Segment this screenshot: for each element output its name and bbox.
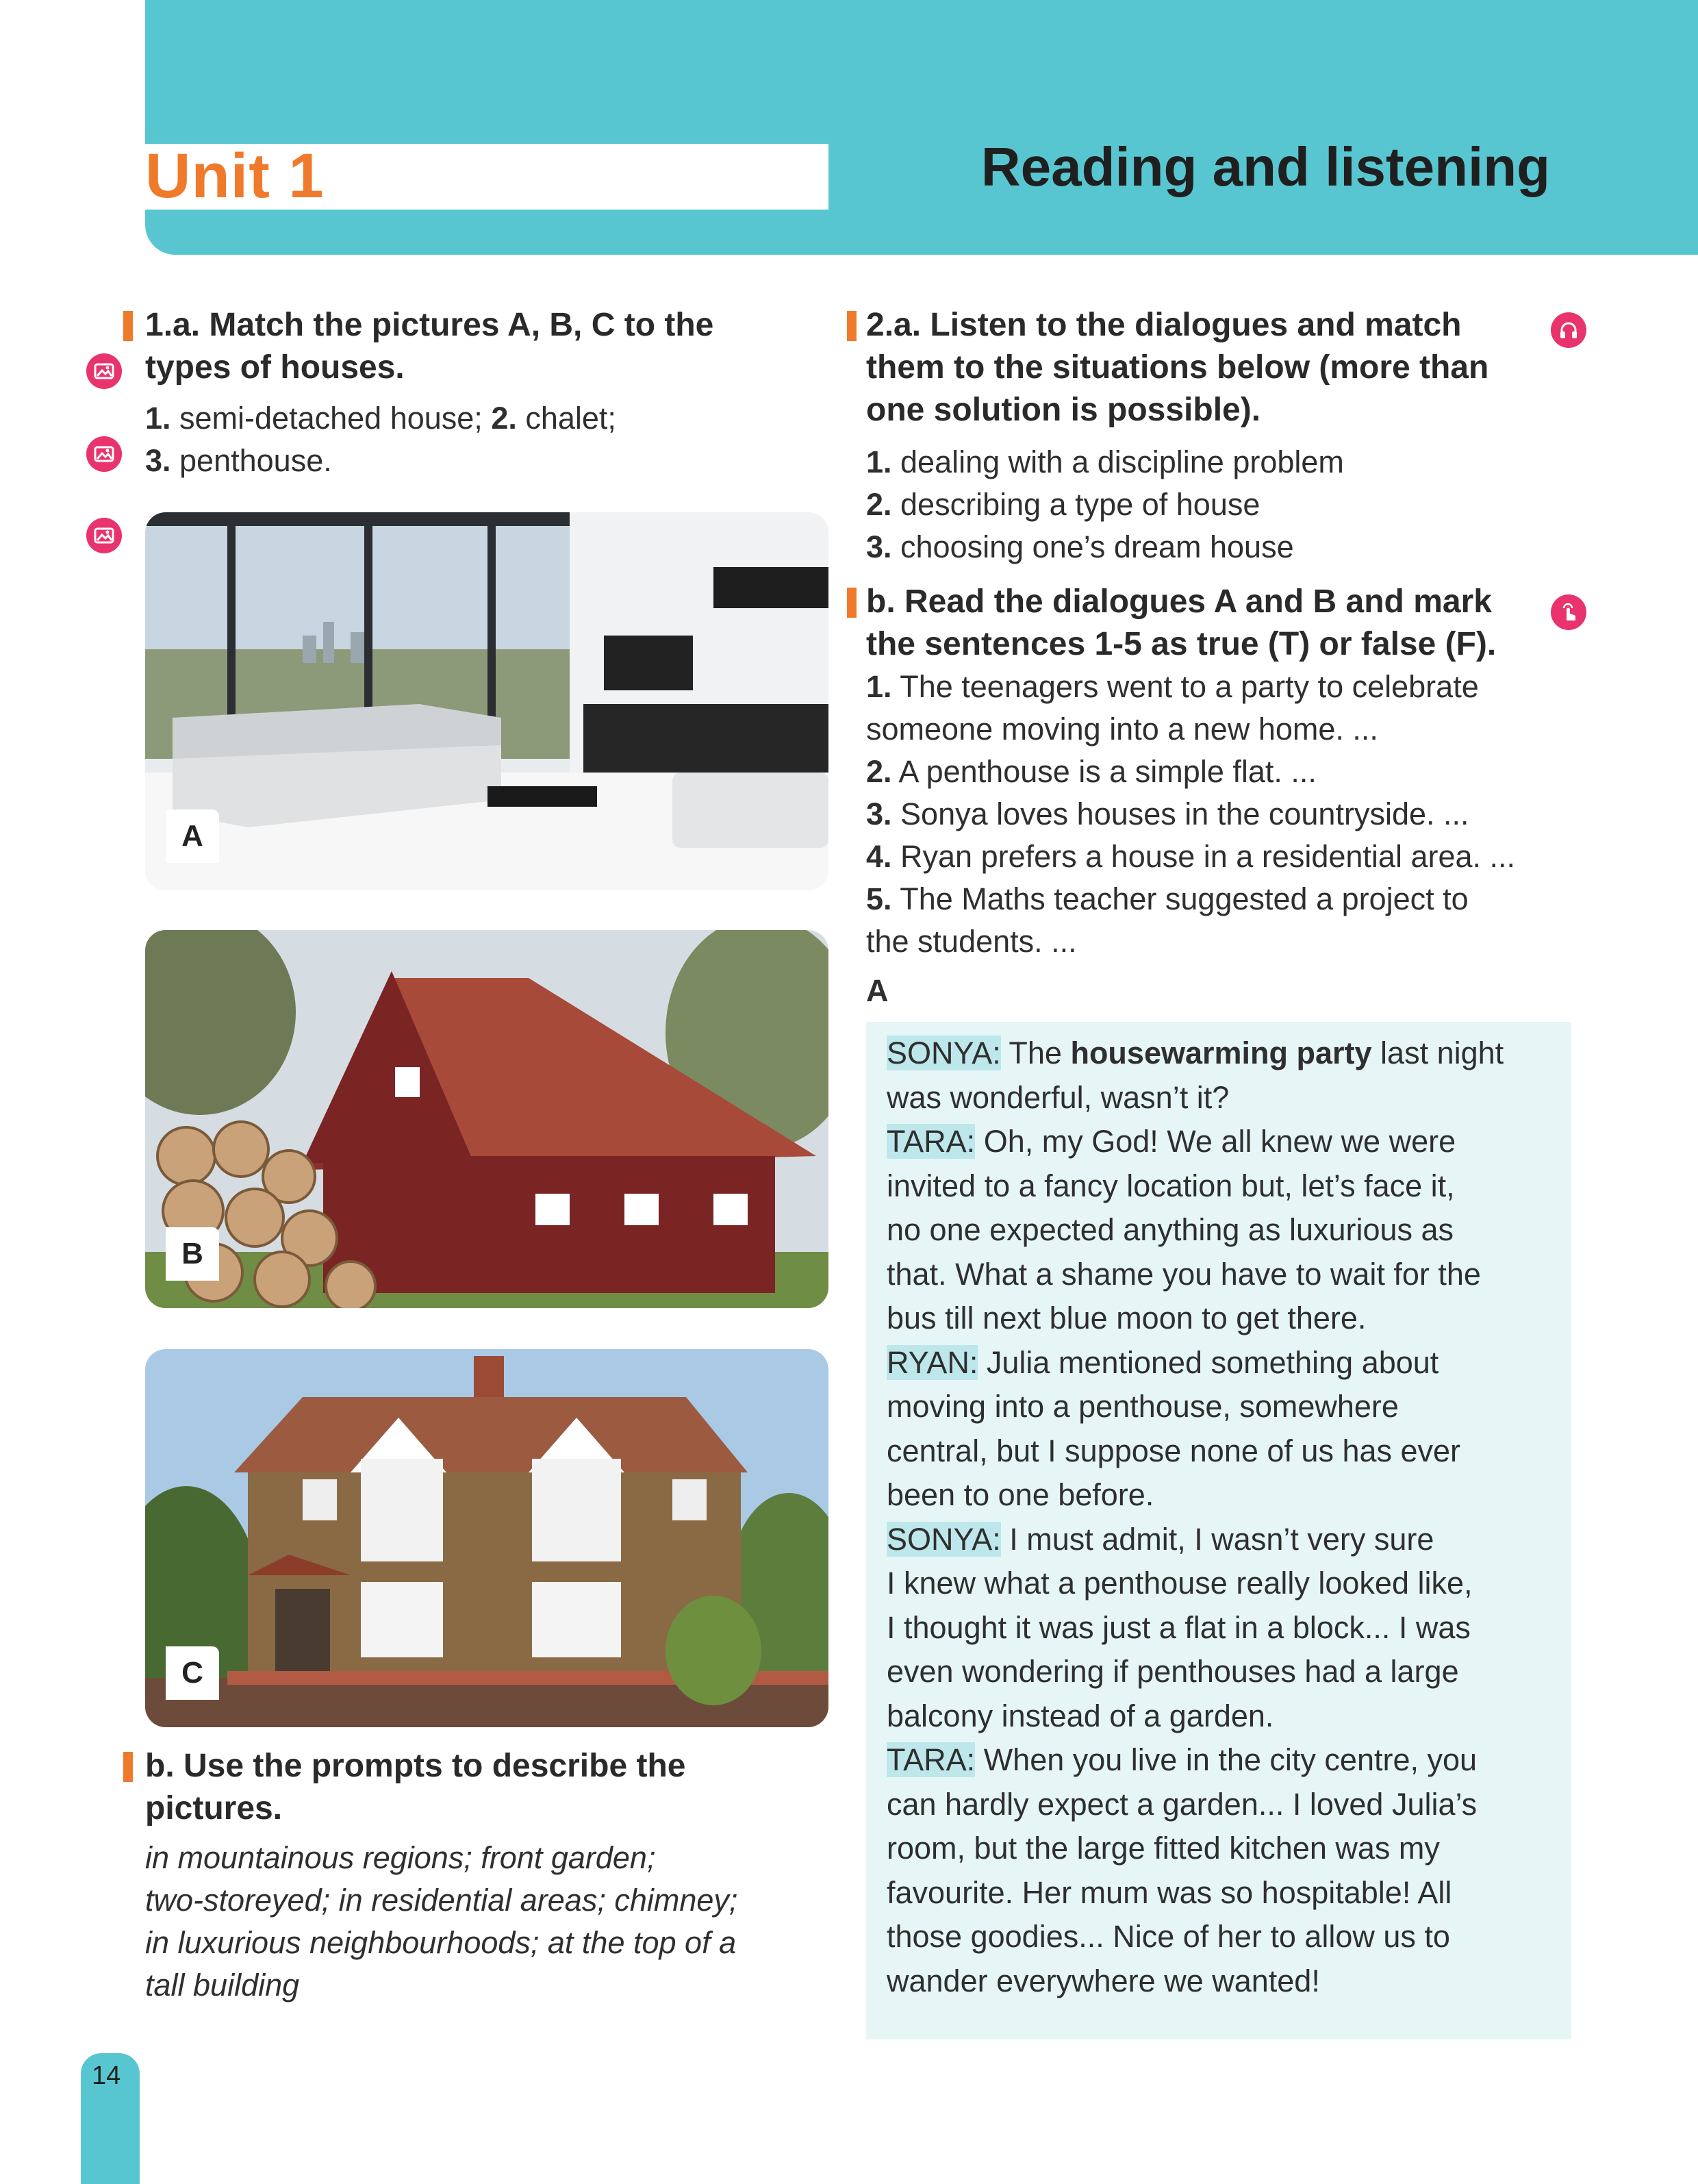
ex2b-sentence: 5. The Maths teacher suggested a project to xyxy=(866,881,1469,916)
ex2a-title-line: 2.a. Listen to the dialogues and match xyxy=(866,307,1462,343)
ex2b-title-line: the sentences 1-5 as true (T) or false (F). xyxy=(866,626,1497,662)
dialogue-text-segment: moving into a penthouse, somewhere xyxy=(887,1389,1399,1424)
dialogue-line xyxy=(887,1959,1320,2003)
ex2a-item: 2. describing a type of house xyxy=(866,487,1260,522)
dialogue-text-segment: I thought it was just a flat in a block... I was xyxy=(887,1609,1471,1645)
dialogue-line xyxy=(887,1253,1481,1296)
dialogue-line xyxy=(887,1738,1477,1782)
page-number: 14 xyxy=(92,2061,121,2090)
item-number: 3. xyxy=(145,443,171,478)
dialogue-text-segment: can hardly expect a garden... I loved Julia’s xyxy=(887,1786,1478,1822)
highlight-phrase: housewarming party xyxy=(1070,1035,1372,1070)
dialogue-line xyxy=(887,1518,1434,1561)
heading-marker xyxy=(123,311,133,341)
photo-label: C xyxy=(166,1646,219,1700)
dialogue-label: A xyxy=(866,973,889,1008)
speaker-name: RYAN: xyxy=(887,1344,978,1380)
dialogue-line xyxy=(887,1561,1473,1605)
dialogue-line xyxy=(887,1694,1274,1738)
dialogue-text-segment: Oh, my God! We all knew we were xyxy=(975,1124,1456,1159)
unit-title: Unit 1 xyxy=(145,141,325,211)
photo-label: A xyxy=(166,809,219,863)
ex2b-sentence: the students. ... xyxy=(866,924,1077,959)
dialogue-text-segment: The xyxy=(1000,1035,1071,1070)
dialogue-text-segment: When you live in the city centre, you xyxy=(975,1742,1478,1777)
dialogue-text-segment: wander everywhere we wanted! xyxy=(887,1963,1320,1998)
ex1a-items-line1 xyxy=(145,397,616,440)
dialogue-line xyxy=(887,1296,1366,1340)
header-banner xyxy=(145,0,1698,255)
dialogue-text-segment: favourite. Her mum was so hospitable! All xyxy=(887,1874,1452,1910)
ex1b-prompt-line: in luxurious neighbourhoods; at the top of a xyxy=(145,1925,737,1960)
semi-detached-house-photo xyxy=(145,1349,828,1727)
ex2a-item: 3. choosing one’s dream house xyxy=(866,529,1294,564)
living-room-photo xyxy=(145,512,828,890)
ex1b-prompt-line: tall building xyxy=(145,1968,300,2003)
dialogue-text-segment: those goodies... Nice of her to allow us to xyxy=(887,1919,1450,1954)
speaker-name: TARA: xyxy=(887,1124,976,1159)
dialogue-line xyxy=(887,1076,1229,1120)
dialogue-line xyxy=(887,1915,1450,1959)
ex2b-sentence: someone moving into a new home. ... xyxy=(866,712,1378,746)
ex2b-title-line: b. Read the dialogues A and B and mark xyxy=(866,583,1492,620)
ex2b-sentence: 4. Ryan prefers a house in a residential area. ... xyxy=(866,839,1516,874)
picture-icon[interactable] xyxy=(86,353,122,389)
dialogue-line xyxy=(887,1783,1477,1827)
dialogue-line xyxy=(887,1341,1439,1385)
dialogue-text-segment: been to one before. xyxy=(887,1477,1154,1512)
ex1a-title-line2: types of houses. xyxy=(145,349,405,386)
heading-marker xyxy=(123,1752,133,1782)
dialogue-text-segment: I must admit, I wasn’t very sure xyxy=(1000,1521,1434,1557)
dialogue-line xyxy=(887,1429,1460,1473)
dialogue-text-segment: Julia mentioned something about xyxy=(978,1344,1439,1380)
item-number: 2. xyxy=(491,401,517,436)
item-text: penthouse. xyxy=(170,443,332,478)
dialogue-text-segment: was wonderful, wasn’t it? xyxy=(887,1079,1230,1115)
ex1a-title-line1: 1.a. Match the pictures A, B, C to the xyxy=(145,307,714,343)
dialogue-text-segment: even wondering if penthouses had a large xyxy=(887,1654,1459,1689)
ex2b-sentence: 2. A penthouse is a simple flat. ... xyxy=(866,754,1317,789)
ex1b-prompt-line: two-storeyed; in residential areas; chimney; xyxy=(145,1883,738,1918)
picture-icon[interactable] xyxy=(86,518,122,553)
dialogue-text-segment: room, but the large fitted kitchen was my xyxy=(887,1831,1440,1866)
dialogue-line xyxy=(887,1871,1452,1915)
ex2a-item: 1. dealing with a discipline problem xyxy=(866,444,1344,479)
ex1b-title-line2: pictures. xyxy=(145,1790,283,1827)
photo-label: B xyxy=(166,1227,219,1281)
ex1b-prompt-line: in mountainous regions; front garden; xyxy=(145,1840,656,1875)
dialogue-line xyxy=(887,1208,1454,1252)
speaker-name: SONYA: xyxy=(887,1521,1001,1557)
ex2b-sentence: 1. The teenagers went to a party to celebrate xyxy=(866,669,1479,704)
dialogue-line xyxy=(887,1031,1504,1075)
ex2a-title-line: them to the situations below (more than xyxy=(866,349,1489,386)
dialogue-text-segment: central, but I suppose none of us has ever xyxy=(887,1433,1461,1468)
item-number: 1. xyxy=(145,401,171,436)
ex1b-title-line1: b. Use the prompts to describe the xyxy=(145,1748,686,1784)
dialogue-text-segment: balcony instead of a garden. xyxy=(887,1698,1274,1733)
ex2b-sentence: 3. Sonya loves houses in the countryside. ... xyxy=(866,796,1469,831)
item-text: chalet; xyxy=(516,401,616,436)
dialogue-line xyxy=(887,1120,1456,1164)
dialogue-text-segment: that. What a shame you have to wait for the xyxy=(887,1256,1481,1292)
dialogue-text-segment: no one expected anything as luxurious as xyxy=(887,1212,1454,1247)
tap-icon[interactable] xyxy=(1551,594,1586,630)
ex2a-title-line: one solution is possible). xyxy=(866,392,1261,428)
heading-marker xyxy=(847,311,857,341)
section-title: Reading and listening xyxy=(980,136,1550,197)
chalet-photo xyxy=(145,930,828,1308)
speaker-name: TARA: xyxy=(887,1742,976,1777)
dialogue-text-segment: last night xyxy=(1371,1035,1504,1070)
dialogue-line xyxy=(887,1473,1154,1517)
dialogue-text-segment: I knew what a penthouse really looked like, xyxy=(887,1566,1473,1601)
dialogue-line xyxy=(887,1606,1471,1650)
dialogue-text-segment: invited to a fancy location but, let’s face it, xyxy=(887,1168,1455,1203)
picture-icon[interactable] xyxy=(86,436,122,472)
dialogue-line xyxy=(887,1827,1440,1870)
dialogue-text-segment: bus till next blue moon to get there. xyxy=(887,1301,1367,1335)
heading-marker xyxy=(847,588,857,618)
speaker-name: SONYA: xyxy=(887,1035,1001,1070)
headphones-icon[interactable] xyxy=(1551,312,1586,348)
item-text: semi-detached house; xyxy=(170,401,492,436)
ex1a-items-line2 xyxy=(145,440,332,482)
dialogue-line xyxy=(887,1650,1459,1694)
dialogue-line xyxy=(887,1385,1399,1429)
dialogue-line xyxy=(887,1164,1455,1208)
